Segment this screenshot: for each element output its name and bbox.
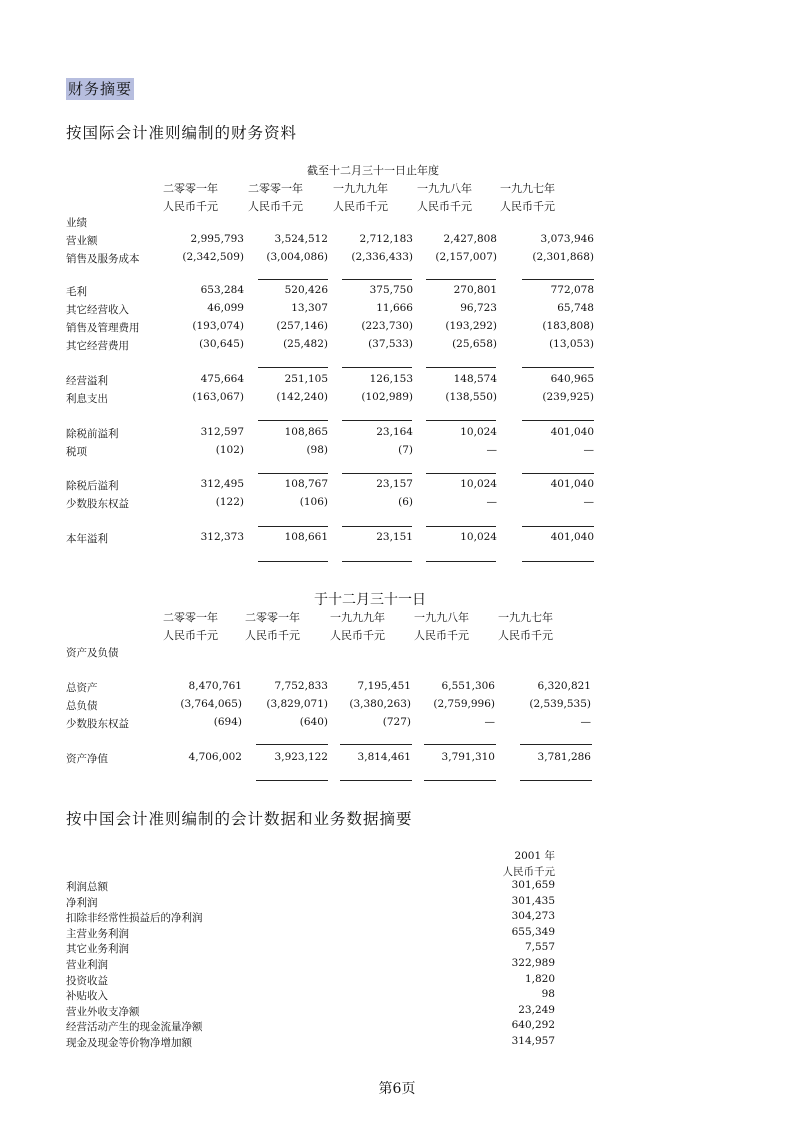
results-cell: 2,427,808	[443, 233, 497, 245]
results-cell: (102)	[215, 444, 244, 456]
results-cell: 312,597	[200, 426, 244, 438]
results-cell: (30,645)	[199, 338, 244, 350]
prc-row-value: 23,249	[518, 1003, 555, 1016]
results-cell: 10,024	[460, 478, 497, 490]
prc-row-label: 主营业务利润	[66, 927, 129, 940]
results-cell: (142,240)	[276, 391, 328, 403]
currency-unit-4: 人民币千元	[417, 200, 472, 213]
divider	[522, 279, 594, 280]
prc-currency-unit: 人民币千元	[502, 866, 555, 878]
results-cell: (102,989)	[361, 391, 413, 403]
divider	[340, 780, 412, 781]
results-cell: (239,925)	[542, 391, 594, 403]
prc-row-value: 640,292	[511, 1019, 555, 1032]
balance-cell: (727)	[382, 716, 411, 728]
results-cell: (37,533)	[368, 338, 413, 350]
results-cell: 65,748	[557, 302, 594, 314]
results-cell: 126,153	[369, 373, 413, 385]
divider	[522, 473, 594, 474]
currency-unit-3: 人民币千元	[333, 200, 388, 213]
prc-row-value: 301,435	[511, 894, 555, 907]
results-cell: 96,723	[460, 302, 497, 314]
results-cell: (98)	[306, 444, 328, 456]
balance-caption: 于十二月三十一日	[314, 592, 426, 608]
results-cell: 312,495	[200, 478, 244, 490]
prc-row-value: 98	[541, 988, 555, 1001]
prc-row-label: 扣除非经常性损益后的净利润	[66, 912, 203, 925]
results-cell: (2,157,007)	[435, 251, 497, 263]
results-cell: —	[486, 444, 497, 456]
results-cell: (2,342,509)	[182, 251, 244, 263]
results-row-label: 毛利	[66, 286, 87, 298]
year-header-2: 二零零一年	[245, 611, 300, 624]
results-cell: 2,712,183	[359, 233, 413, 245]
year-header-5: 一九九七年	[498, 611, 553, 624]
divider	[522, 420, 594, 421]
results-row-label: 销售及管理费用	[66, 322, 140, 334]
balance-cell: (2,759,996)	[433, 698, 495, 710]
balance-row-label: 少数股东权益	[66, 718, 129, 730]
divider	[426, 526, 496, 527]
results-cell: 108,865	[284, 426, 328, 438]
currency-unit-1: 人民币千元	[163, 200, 218, 213]
divider	[256, 744, 328, 745]
period-caption: 截至十二月三十一日止年度	[307, 164, 439, 177]
results-cell: (163,067)	[192, 391, 244, 403]
results-cell: 520,426	[284, 284, 328, 296]
results-row-label: 除税前溢利	[66, 428, 119, 440]
divider	[522, 526, 594, 527]
prc-row-value: 1,820	[524, 972, 555, 985]
results-cell: 10,024	[460, 531, 497, 543]
results-cell: 375,750	[369, 284, 413, 296]
prc-row-label: 净利润	[66, 896, 98, 909]
balance-cell: 4,706,002	[188, 751, 242, 763]
divider	[342, 279, 412, 280]
results-cell: 401,040	[550, 426, 594, 438]
results-cell: 23,164	[376, 426, 413, 438]
results-cell: (13,053)	[549, 338, 594, 350]
divider	[426, 420, 496, 421]
results-row-label: 利息支出	[66, 393, 108, 405]
results-cell: 23,157	[376, 478, 413, 490]
balance-cell: (3,764,065)	[180, 698, 242, 710]
balance-cell: 3,791,310	[441, 751, 495, 763]
currency-unit-1: 人民币千元	[163, 629, 218, 642]
results-cell: 401,040	[550, 531, 594, 543]
results-cell: (2,336,433)	[351, 251, 413, 263]
prc-row-label: 投资收益	[66, 974, 108, 987]
results-cell: (122)	[215, 496, 244, 508]
year-header-2: 二零零一年	[248, 182, 303, 195]
divider	[426, 279, 496, 280]
currency-unit-4: 人民币千元	[414, 629, 469, 642]
results-cell: 148,574	[453, 373, 497, 385]
year-header-3: 一九九九年	[333, 182, 388, 195]
results-cell: (257,146)	[276, 320, 328, 332]
prc-row-value: 314,957	[511, 1035, 555, 1047]
results-cell: 270,801	[453, 284, 497, 296]
balance-group-label: 资产及负债	[66, 647, 119, 659]
balance-cell: —	[580, 716, 591, 728]
results-cell: (183,808)	[542, 320, 594, 332]
divider	[258, 526, 328, 527]
balance-cell: 7,195,451	[357, 680, 411, 692]
divider	[258, 420, 328, 421]
results-cell: 475,664	[200, 373, 244, 385]
results-cell: 772,078	[550, 284, 594, 296]
prc-row-label: 营业利润	[66, 959, 108, 971]
balance-cell: 7,752,833	[274, 680, 328, 692]
results-cell: 13,307	[291, 302, 328, 314]
results-row-label: 税项	[66, 446, 87, 458]
prc-year-header: 2001 年	[514, 850, 555, 862]
prc-row-label: 其它业务利润	[66, 943, 129, 956]
divider	[520, 744, 592, 745]
divider	[342, 367, 412, 368]
balance-cell: 6,320,821	[537, 680, 591, 692]
divider	[342, 561, 412, 562]
divider	[340, 744, 412, 745]
results-cell: (7)	[398, 444, 413, 456]
results-cell: 46,099	[207, 302, 244, 314]
balance-row-label: 总负债	[66, 700, 98, 712]
results-row-label: 营业额	[66, 235, 98, 247]
prc-row-label: 营业外收支净额	[66, 1005, 140, 1018]
divider	[258, 279, 328, 280]
results-group-label: 业绩	[66, 217, 87, 229]
year-header-1: 二零零一年	[163, 182, 218, 195]
divider	[342, 526, 412, 527]
year-header-3: 一九九九年	[330, 611, 385, 624]
results-cell: —	[486, 496, 497, 508]
results-cell: 640,965	[550, 373, 594, 385]
balance-cell: (694)	[213, 716, 242, 728]
currency-unit-2: 人民币千元	[245, 629, 300, 642]
results-cell: 108,661	[284, 531, 328, 543]
divider	[522, 561, 594, 562]
currency-unit-5: 人民币千元	[498, 629, 553, 642]
results-cell: —	[583, 444, 594, 456]
divider	[258, 367, 328, 368]
results-row-label: 其它经营收入	[66, 304, 129, 316]
year-header-4: 一九九八年	[417, 182, 472, 195]
page-footer: 第6页	[378, 1081, 416, 1097]
results-cell: 108,767	[284, 478, 328, 490]
results-cell: (25,482)	[283, 338, 328, 350]
currency-unit-2: 人民币千元	[248, 200, 303, 213]
divider	[426, 561, 496, 562]
results-cell: 312,373	[200, 531, 244, 543]
balance-cell: 3,781,286	[537, 751, 591, 763]
results-row-label: 本年溢利	[66, 533, 108, 545]
results-cell: (223,730)	[361, 320, 413, 332]
results-cell: 251,105	[284, 373, 328, 385]
divider	[426, 473, 496, 474]
results-cell: (193,074)	[192, 320, 244, 332]
prc-heading: 按中国会计准则编制的会计数据和业务数据摘要	[66, 810, 413, 828]
balance-cell: 3,923,122	[274, 751, 328, 763]
divider	[426, 367, 496, 368]
balance-row-label: 总资产	[66, 682, 98, 694]
results-cell: 2,995,793	[190, 233, 244, 245]
prc-row-value: 655,349	[511, 925, 555, 938]
balance-cell: 3,814,461	[357, 751, 411, 763]
divider	[522, 367, 594, 368]
results-cell: (25,658)	[452, 338, 497, 350]
balance-cell: (640)	[299, 716, 328, 728]
results-row-label: 经营溢利	[66, 375, 108, 387]
results-cell: (106)	[299, 496, 328, 508]
prc-row-value: 7,557	[524, 941, 555, 954]
prc-row-label: 经营活动产生的现金流量净额	[66, 1021, 203, 1034]
results-cell: 11,666	[376, 302, 413, 314]
prc-row-value: 301,659	[511, 879, 555, 891]
results-row-label: 其它经营费用	[66, 340, 129, 352]
divider	[342, 473, 412, 474]
balance-cell: 8,470,761	[188, 680, 242, 692]
results-cell: (2,301,868)	[532, 251, 594, 263]
prc-row-value: 304,273	[511, 910, 555, 923]
divider	[424, 744, 496, 745]
divider	[424, 780, 496, 781]
balance-cell: 6,551,306	[441, 680, 495, 692]
divider	[520, 780, 592, 781]
divider	[342, 420, 412, 421]
results-cell: 3,524,512	[274, 233, 328, 245]
results-cell: 23,151	[376, 531, 413, 543]
results-cell: 10,024	[460, 426, 497, 438]
balance-cell: (2,539,535)	[529, 698, 591, 710]
year-header-4: 一九九八年	[414, 611, 469, 624]
results-cell: 653,284	[200, 284, 244, 296]
balance-row-label: 资产净值	[66, 753, 108, 765]
results-cell: (193,292)	[445, 320, 497, 332]
balance-cell: (3,380,263)	[349, 698, 411, 710]
section-title: 财务摘要	[68, 80, 133, 98]
results-cell: (6)	[398, 496, 413, 508]
prc-row-label: 现金及现金等价物净增加额	[66, 1037, 192, 1049]
prc-row-value: 322,989	[511, 957, 555, 969]
divider	[256, 780, 328, 781]
results-cell: 3,073,946	[540, 233, 594, 245]
balance-cell: (3,829,071)	[266, 698, 328, 710]
divider	[258, 561, 328, 562]
year-header-1: 二零零一年	[163, 611, 218, 624]
year-header-5: 一九九七年	[500, 182, 555, 195]
divider	[258, 473, 328, 474]
results-row-label: 少数股东权益	[66, 498, 129, 510]
results-cell: (3,004,086)	[266, 251, 328, 263]
results-cell: 401,040	[550, 478, 594, 490]
prc-row-label: 利润总额	[66, 881, 108, 893]
results-row-label: 除税后溢利	[66, 480, 119, 492]
prc-row-label: 补贴收入	[66, 990, 108, 1003]
results-cell: —	[583, 496, 594, 508]
currency-unit-5: 人民币千元	[500, 200, 555, 213]
results-cell: (138,550)	[445, 391, 497, 403]
currency-unit-3: 人民币千元	[330, 629, 385, 642]
ifrs-heading: 按国际会计准则编制的财务资料	[66, 124, 298, 142]
results-row-label: 销售及服务成本	[66, 253, 140, 265]
balance-cell: —	[484, 716, 495, 728]
